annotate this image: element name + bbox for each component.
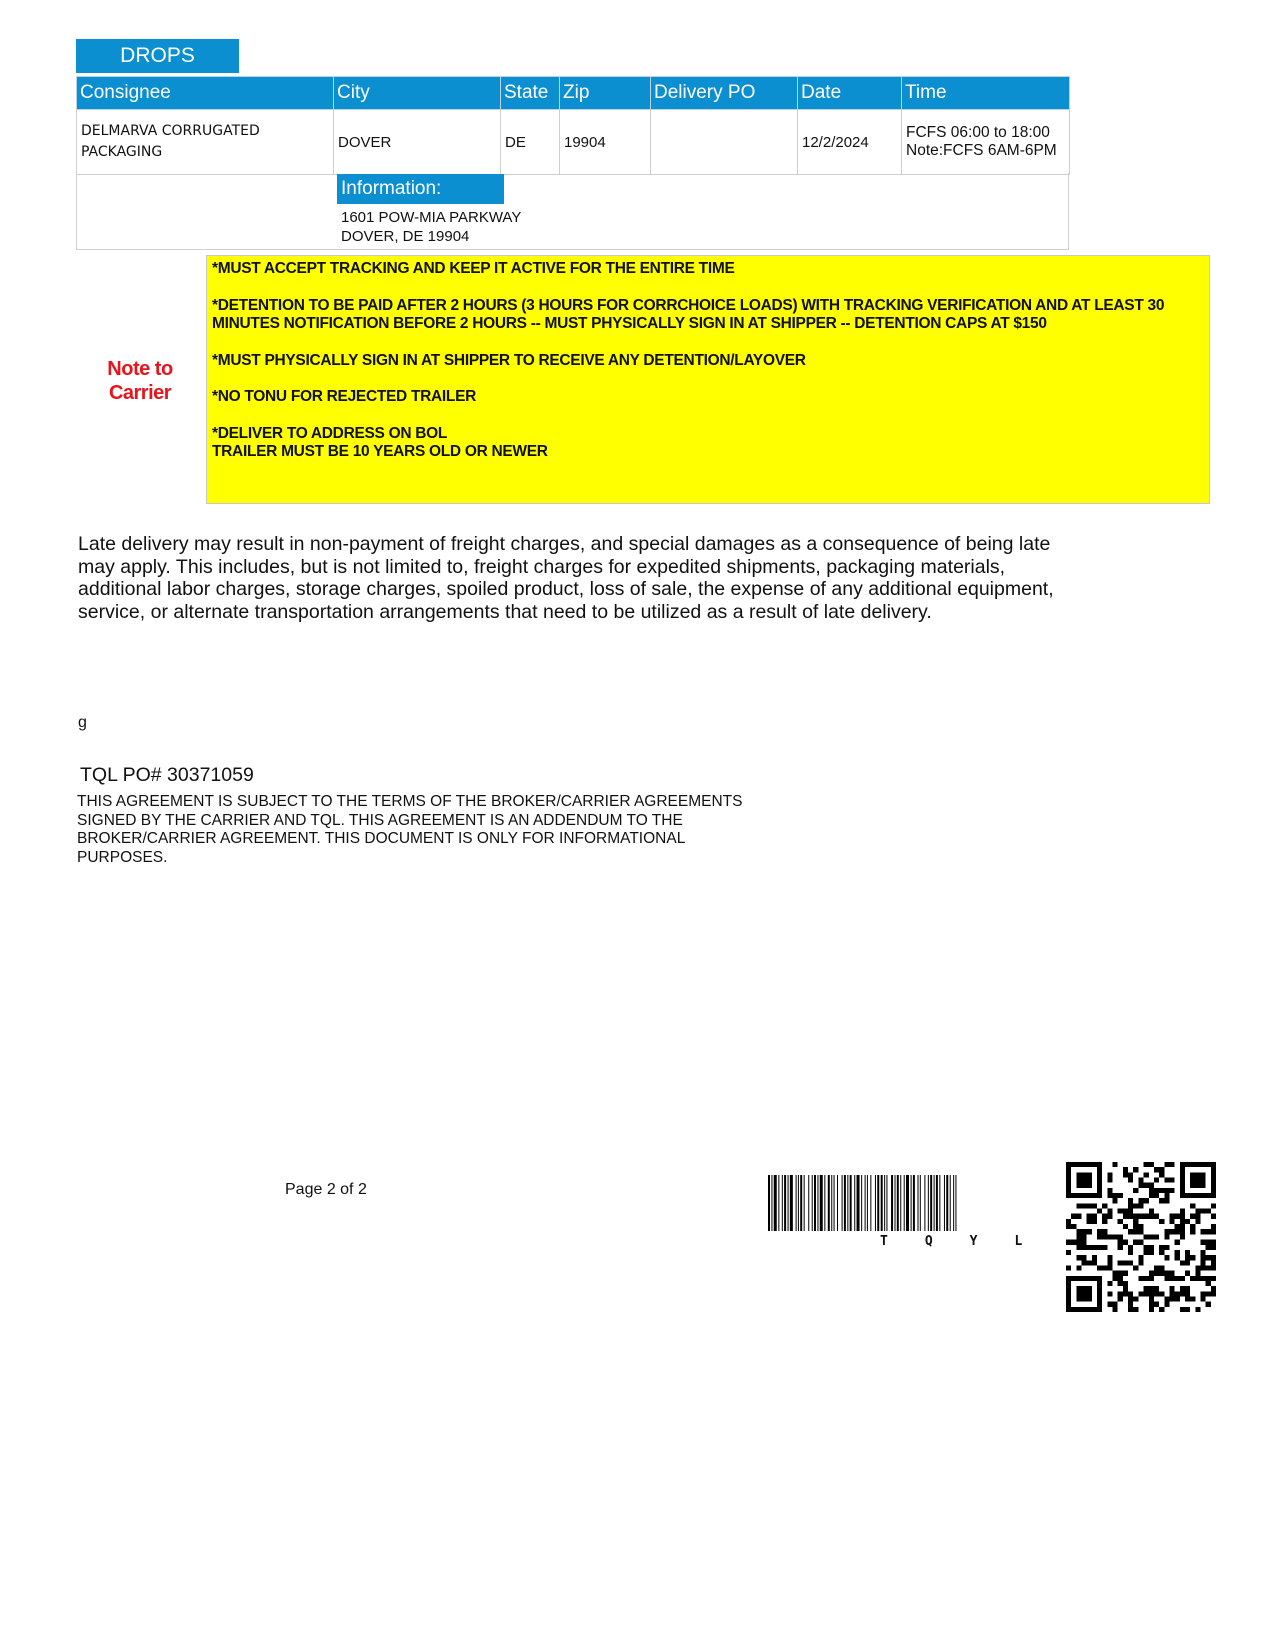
column-header-delivery-po: Delivery PO — [651, 77, 798, 110]
address-line-2: DOVER, DE 19904 — [341, 228, 470, 245]
note-line: *MUST ACCEPT TRACKING AND KEEP IT ACTIVE FOR THE ENTIRE TIME — [212, 260, 735, 277]
information-label: Information: — [337, 174, 504, 204]
column-header-time: Time — [902, 77, 1070, 110]
note-line: *NO TONU FOR REJECTED TRAILER — [212, 388, 477, 405]
tql-po-number: TQL PO# 30371059 — [80, 764, 254, 786]
column-header-city: City — [334, 77, 501, 110]
table-row — [77, 110, 1070, 175]
date-cell: 12/2/2024 — [798, 110, 902, 175]
delivery-po-cell — [651, 110, 798, 175]
consignee-cell: DELMARVA CORRUGATED PACKAGING — [77, 110, 334, 175]
column-header-consignee: Consignee — [77, 77, 334, 110]
drops-table — [76, 76, 1070, 175]
information-row — [76, 173, 1069, 250]
column-header-state: State — [501, 77, 560, 110]
zip-cell: 19904 — [560, 110, 651, 175]
delivery-address — [341, 208, 521, 246]
column-header-date: Date — [798, 77, 902, 110]
stray-mark: g — [78, 714, 87, 731]
note-to-carrier-label: Note to Carrier — [107, 358, 173, 404]
drops-header-row — [77, 77, 1070, 110]
page-number: Page 2 of 2 — [285, 1181, 367, 1198]
note-line: *MUST PHYSICALLY SIGN IN AT SHIPPER TO RECEIVE ANY DETENTION/LAYOVER — [212, 351, 806, 369]
qr-code-icon — [1066, 1162, 1216, 1312]
note-to-carrier-box — [206, 255, 1210, 504]
address-line-1: 1601 POW-MIA PARKWAY — [341, 209, 522, 226]
note-line: TRAILER MUST BE 10 YEARS OLD OR NEWER — [212, 443, 548, 460]
column-header-zip: Zip — [560, 77, 651, 110]
state-cell: DE — [501, 110, 560, 175]
drops-title: DROPS — [76, 39, 239, 73]
time-cell: FCFS 06:00 to 18:00 Note:FCFS 6AM-6PM — [902, 110, 1070, 175]
barcode-caption: TQYL — [880, 1234, 1060, 1249]
barcode-icon — [768, 1175, 1050, 1231]
note-line: *DETENTION TO BE PAID AFTER 2 HOURS (3 HOURS FOR CORRCHOICE LOADS) WITH TRACKING VERIFICATION AND AT LEAST 30 MINUTES NOTIFICATION BEFORE 2 HOURS -- MUST PHYSICALLY SIGN IN AT SHIPPER -- DETENTION CAPS AT $150 — [212, 296, 1165, 332]
note-line: *DELIVER TO ADDRESS ON BOL — [212, 424, 448, 442]
late-delivery-notice: Late delivery may result in non-payment of freight charges, and special damages as a consequence of being late may apply. This includes, but is not limited to, freight charges for expedited shipments, packaging materials, additional labor charges, storage charges, spoiled product, loss of sale, the expense of any additional equipment, service, or alternate transportation arrangements that need to be utilized as a result of late delivery. — [78, 533, 1054, 623]
agreement-text: THIS AGREEMENT IS SUBJECT TO THE TERMS OF THE BROKER/CARRIER AGREEMENTS SIGNED BY THE CARRIER AND TQL. THIS AGREEMENT IS AN ADDENDUM TO THE BROKER/CARRIER AGREEMENT. THIS DOCUMENT IS ONLY FOR INFORMATIONAL PURPOSES. — [77, 793, 743, 866]
city-cell: DOVER — [334, 110, 501, 175]
